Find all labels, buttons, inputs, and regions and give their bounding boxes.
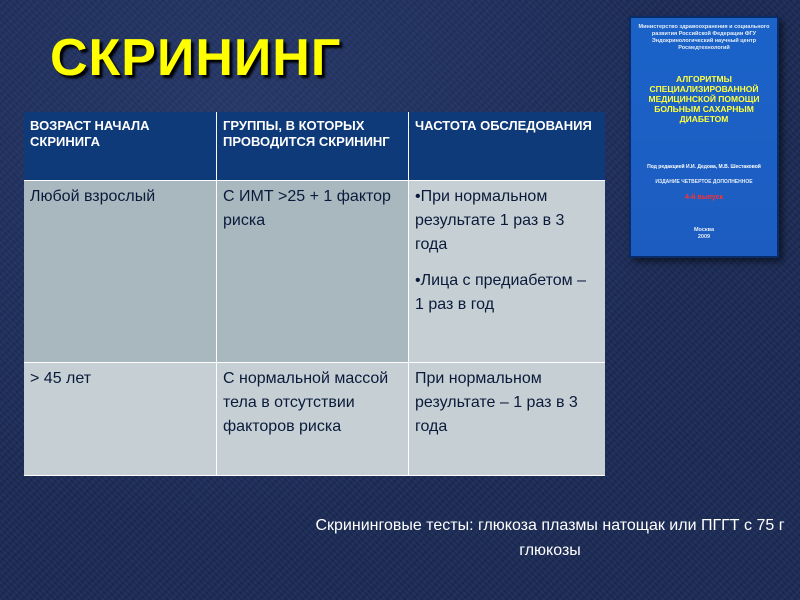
header-groups: ГРУППЫ, В КОТОРЫХ ПРОВОДИТСЯ СКРИНИНГ: [217, 112, 409, 181]
row1-frequency: [409, 181, 605, 363]
row1-frequency-item: •При нормальном результате 1 раз в 3 года: [415, 188, 565, 253]
book-cover-image: [629, 16, 779, 258]
book-year: 2009: [697, 234, 711, 240]
book-edition: ИЗДАНИЕ ЧЕТВЕРТОЕ ДОПОЛНЕННОЕ: [655, 179, 753, 185]
row1-age: Любой взрослый: [24, 181, 217, 363]
book-publisher: Министерство здравоохранения и социального развития Российской Федерации ФГУ Эндокринологический научный центр Росмедтехнологий: [638, 24, 770, 51]
book-title: АЛГОРИТМЫ СПЕЦИАЛИЗИРОВАННОЙ МЕДИЦИНСКОЙ ПОМОЩИ БОЛЬНЫМ САХАРНЫМ ДИАБЕТОМ: [648, 74, 760, 124]
row1-frequency-item: •Лица с предиабетом – 1 раз в год: [415, 272, 587, 313]
header-frequency: ЧАСТОТА ОБСЛЕДОВАНИЯ: [409, 112, 605, 181]
row1-group: С ИМТ >25 + 1 фактор риска: [217, 181, 409, 363]
book-city: Москва: [693, 227, 715, 233]
screening-tests-note: Скрининговые тесты: глюкоза плазмы натощак или ПГГТ с 75 г глюкозы: [315, 517, 785, 559]
slide-title: СКРИНИНГ: [50, 29, 342, 87]
header-age: ВОЗРАСТ НАЧАЛА СКРИНИГА: [24, 112, 217, 181]
book-issue: 4-й выпуск: [684, 194, 724, 201]
row2-age: > 45 лет: [24, 363, 217, 476]
screening-table: [24, 112, 605, 476]
row2-group: С нормальной массой тела в отсутствии факторов риска: [217, 363, 409, 476]
book-editors: Под редакцией И.И. Дедова, М.В. Шестаковой: [647, 164, 761, 170]
row2-frequency: При нормальном результате – 1 раз в 3 года: [409, 363, 605, 476]
